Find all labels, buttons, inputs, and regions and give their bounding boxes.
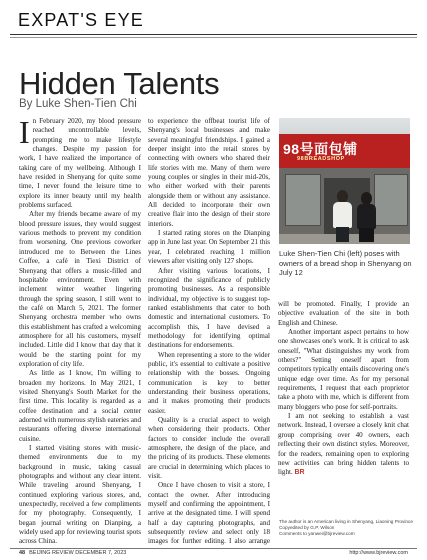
author-bio: [279, 519, 413, 538]
article-title: Hidden Talents: [19, 66, 220, 101]
section-label: EXPAT'S EYE: [18, 10, 145, 30]
header-rule-secondary: [10, 37, 417, 38]
shop-window-left: [285, 174, 321, 226]
article-column-3: [278, 300, 409, 515]
shop-sign-english: 98BREADSHOP: [297, 156, 345, 162]
paragraph: I am not seeking to establish a vast network. Instead, I oversee a closely knit chat group comprising over 40 owners, each reflecting their own distinct styles. Moreover, for the readers, remaining open to exploring new activities can bring hidden talents to light. BR: [278, 412, 409, 477]
paragraph: In February 2020, my blood pressure reached uncontrollable levels, prompting me to make lifestyle changes. Despite my passion for work, I have realized the importance of taking care of my wellbeing. Although I have resided in Shenyang for quite some time, I never found the leisure time to explore its inner beauty until my health problems surfaced.: [19, 117, 141, 210]
person-left-legs: [336, 227, 349, 242]
caption-text: Luke Shen-Tien Chi (left) poses with owners of a bread shop in Shenyang on July 12: [279, 249, 412, 277]
paragraph: When representing a store to the wider public, it's essential to cultivate a positive relationship with the bosses. Ongoing communication is key to better understanding their business operations, and it makes promoting their products easier.: [148, 350, 270, 415]
page-number: 48: [19, 550, 26, 556]
article-photo: [279, 118, 410, 244]
shop-sign-name: 98号面包铺: [283, 141, 358, 157]
publication-line: BEIJING REVIEW DECEMBER 7, 2023: [29, 550, 127, 556]
paragraph: Quality is a crucial aspect to weigh when considering their products. Other factors to consider include the overall atmosphere, the design of the place, and the pricing of its products. These elements are crucial in determining which places to visit.: [148, 416, 270, 481]
section-header: [10, 8, 417, 34]
paragraph: Once I have chosen to visit a store, I contact the owner. After introducing myself and confirming the appointment, I arrive at the designated time. I will spend half a day capturing photographs, and subsequently review and select only 18 images for further editing. I also arrange: [148, 481, 270, 545]
person-right-body: [357, 204, 376, 229]
paragraph: will be promoted. Finally, I provide an objective evaluation of the site in both English and Chinese.: [278, 300, 409, 327]
paragraph: I started rating stores on the Dianping app in June last year. On September 21 this year, I celebrated reaching 1 million viewers after visiting only 127 shops.: [148, 229, 270, 266]
person-left-body: [333, 202, 352, 228]
person-right-legs: [359, 228, 374, 242]
bio-line: The author is an American living in Shenyang, Liaoning Province: [279, 519, 413, 524]
shop-window-right: [374, 174, 408, 226]
bio-line: Copyedited by G.P. Wilson: [279, 525, 335, 531]
bio-line: Comments to yanwei@bjreview.com: [279, 531, 355, 537]
paragraph: As little as I know, I'm willing to broaden my horizons. In May 2021, I visited Shenyang's South Market for the first time. This locality is regarded as a coffee destination and a social center adorned with numerous stylish eateries and restaurants offering diverse international cuisine.: [19, 369, 141, 443]
header-rule: [10, 34, 417, 35]
article-column-2: [148, 117, 270, 545]
footer-rule: [10, 548, 417, 549]
shop-sign: [279, 134, 410, 168]
paragraph: Another important aspect pertains to how one showcases one's work. It is critical to ask oneself, "What distinguishes my work from others?" Setting oneself apart from competitors typically entails discovering one's unique edge over time. As for my personal requirements, I request that each proprietor take a photo with me, which is different from many bloggers who pose for self-portraits.: [278, 328, 409, 411]
paragraph: to experience the offbeat tourist life of Shenyang's local businesses and make several meaningful friendships. I gained a deeper insight into the retail stores by connecting with owners who shared their life stories with me. Many of them were young couples or singles in their mid-20s, who either worked with their parents alongside them or without any assistance. All decided to incorporate their own creative flair into the design of their store interiors.: [148, 117, 270, 228]
end-mark: BR: [294, 469, 305, 477]
article-byline: By Luke Shen-Tien Chi: [19, 98, 137, 110]
paragraph: After my friends became aware of my blood pressure issues, they would suggest various methods to prevent my condition from worsening. One previous coworker introduced me to Between the Lines Coffee, a café in Tiexi District of Shenyang that offers a music-filled and hospitable environment. Even with inclement winter weather lingering through the spring season, I still went to the café on March 5, 2021. The former Shenyang orchestra member who owns this establishment has crafted a welcoming atmosphere for all his customers, myself included. Little did I know that day that it would be the starting point for my exploration of city life.: [19, 210, 141, 368]
paragraph: After visiting various locations, I recognized the significance of publicly promoting businesses. As a responsible individual, my objective is to suggest top-ranked establishments that cater to both domestic and international customers. To accomplish this, I have devised a methodology for identifying optimal destinations for endorsements.: [148, 266, 270, 350]
paragraph: I started visiting stores with music-themed environments due to my background in music, taking casual photographs and without any clear intent. While traveling around Shenyang, I continued exploring various stores, and, unexpectedly, received a few compliments for my photography. Consequently, I began journal writing on Dianping, a widely used app for reviewing tourist spots across China.: [19, 444, 141, 545]
drop-cap: I: [19, 117, 30, 150]
article-column-1: [19, 117, 141, 545]
footer-url[interactable]: http://www.bjreview.com: [349, 550, 408, 556]
footer-left: [19, 550, 126, 556]
photo-caption: [279, 249, 413, 278]
